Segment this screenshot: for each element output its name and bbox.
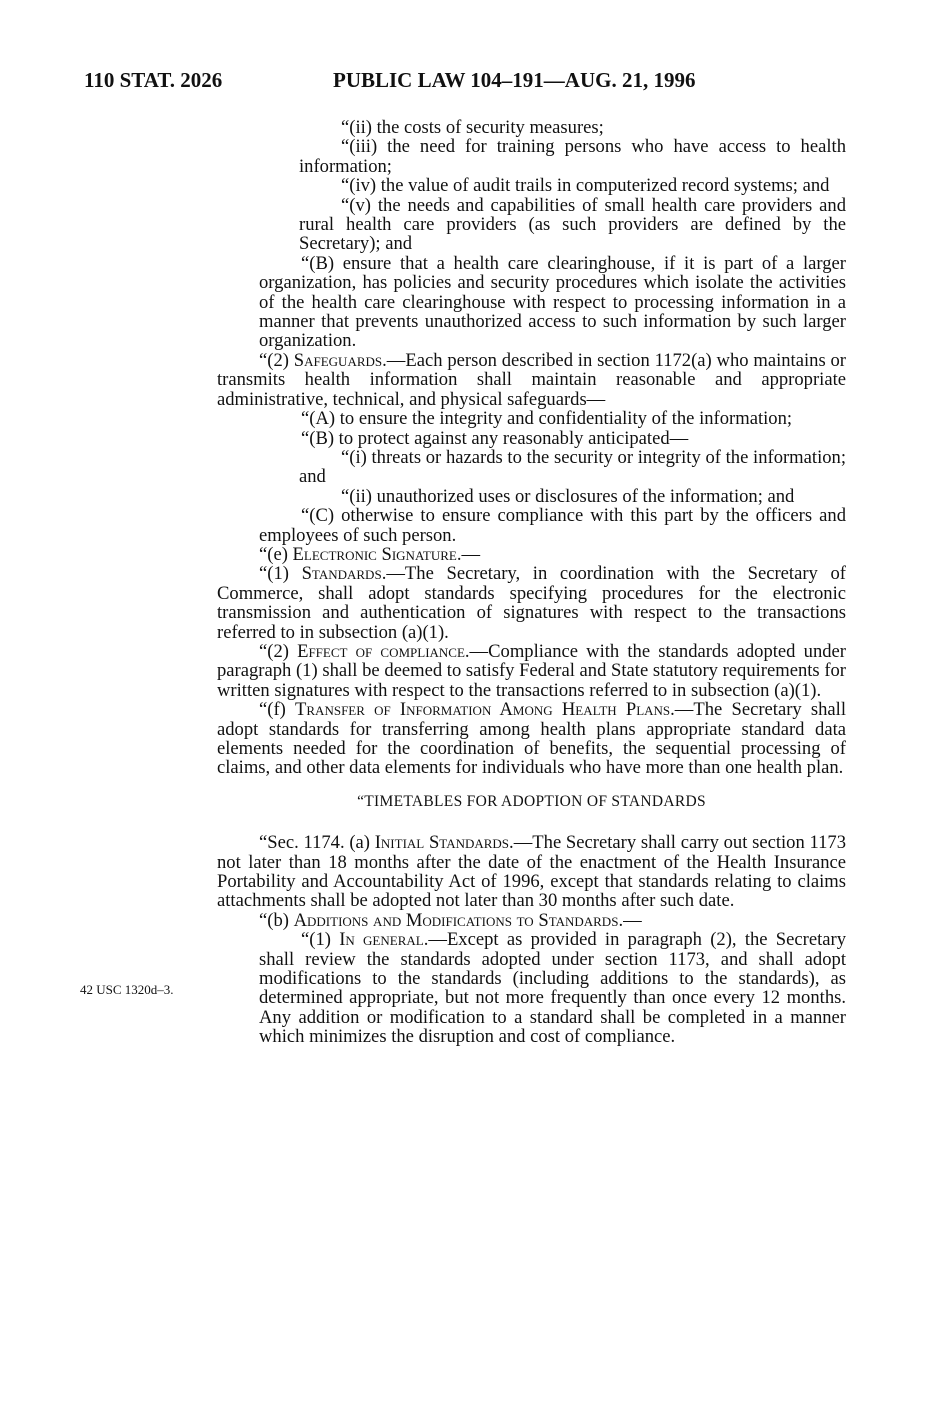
transfer-heading: Transfer of Information Among Health Plans xyxy=(295,699,671,721)
standards-heading: Standards xyxy=(301,563,382,585)
safeguards-heading: Safeguards xyxy=(293,349,383,371)
subparagraph-c-compliance: “(C) otherwise to ensure compliance with this part by the officers and employees of such person. xyxy=(259,505,846,546)
clause-i-threats: “(i) threats or hazards to the security or integrity of the information; and xyxy=(299,446,846,488)
subparagraph-b-anticipated: “(B) to protect against any reasonably anticipated— xyxy=(301,427,689,449)
in-general-heading: In general xyxy=(339,929,424,951)
initial-standards-heading: Initial Standards xyxy=(374,832,510,854)
subsection-e-electronic-signature: “(e) Electronic Signature.— xyxy=(259,543,481,565)
statute-page-number: 110 STAT. 2026 xyxy=(84,68,223,92)
subsection-f-transfer: “(f) Transfer of Information Among Health Plans.—The Secretary shall adopt standards for transferring among health plans appropriate standard data elements needed for the coordination of benefits, the sequential processing of claims, and other data elements for individuals who have more than one health plan. xyxy=(217,699,847,779)
margin-citation: 42 USC 1320d–3. xyxy=(80,982,174,997)
clause-ii: “(ii) the costs of security measures; xyxy=(341,117,604,138)
paragraph-2-safeguards: “(2) Safeguards.—Each person described in section 1172(a) who maintains or transmits health information shall maintain reasonable and appropriate administrative, technical, and physical safeguards— xyxy=(217,349,846,410)
paragraph-1-standards: “(1) Standards.—The Secretary, in coordination with the Secretary of Commerce, shall adopt standards specifying procedures for the electronic transmission and authentication of signatures with respect to the transactions referred to in subsection (a)(1). xyxy=(217,563,846,643)
subparagraph-a-integrity: “(A) to ensure the integrity and confidentiality of the information; xyxy=(301,408,793,430)
public-law-title: PUBLIC LAW 104–191—AUG. 21, 1996 xyxy=(333,68,696,92)
electronic-signature-heading: Electronic Signature xyxy=(292,543,457,565)
subsection-b-additions: “(b) Additions and Modifications to Standards.— xyxy=(259,909,642,931)
paragraph-1-in-general: “(1) In general.—Except as provided in paragraph (2), the Secretary shall review the standards adopted under section 1173, and shall adopt modifications to the standards (including additions to the standards), as determined appropriate, but not more frequently than once every 12 months. Any addition or modification to a standard shall be completed in a manner which minimizes the disruption and cost of compliance. xyxy=(259,929,846,1048)
additions-heading: Additions and Modifications to Standards xyxy=(293,909,619,931)
clause-v: “(v) the needs and capabilities of small health care providers and rural health care providers (as such providers are defined by the Secretary); and xyxy=(299,194,846,255)
subparagraph-b-clearinghouse: “(B) ensure that a health care clearinghouse, if it is part of a larger organization, has policies and security procedures which isolate the activities of the health care clearinghouse with respect to processing information in a manner that prevents unauthorized access to such information by such larger organization. xyxy=(259,252,846,352)
clause-iv: “(iv) the value of audit trails in computerized record systems; and xyxy=(341,175,830,197)
effect-of-compliance-heading: Effect of compliance xyxy=(297,640,465,662)
paragraph-2-effect-of-compliance: “(2) Effect of compliance.—Compliance with the standards adopted under paragraph (1) shall be deemed to satisfy Federal and State statutory requirements for written signatures with respect to the transactions referred to in subsection (a)(1). xyxy=(217,640,846,701)
section-1174-a: “Sec. 1174. (a) Initial Standards.—The Secretary shall carry out section 1173 not later than 18 months after the date of the enactment of the Health Insurance Portability and Accountability Act of 1996, except that standards relating to claims attachments shall be adopted not later than 30 months after such date. xyxy=(217,832,846,912)
clause-ii-unauthorized: “(ii) unauthorized uses or disclosures of the information; and xyxy=(341,485,795,507)
statute-text xyxy=(217,118,846,1047)
clause-iii: “(iii) the need for training persons who have access to health information; xyxy=(299,136,846,177)
section-heading: “TIMETABLES FOR ADOPTION OF STANDARDS xyxy=(357,792,706,810)
